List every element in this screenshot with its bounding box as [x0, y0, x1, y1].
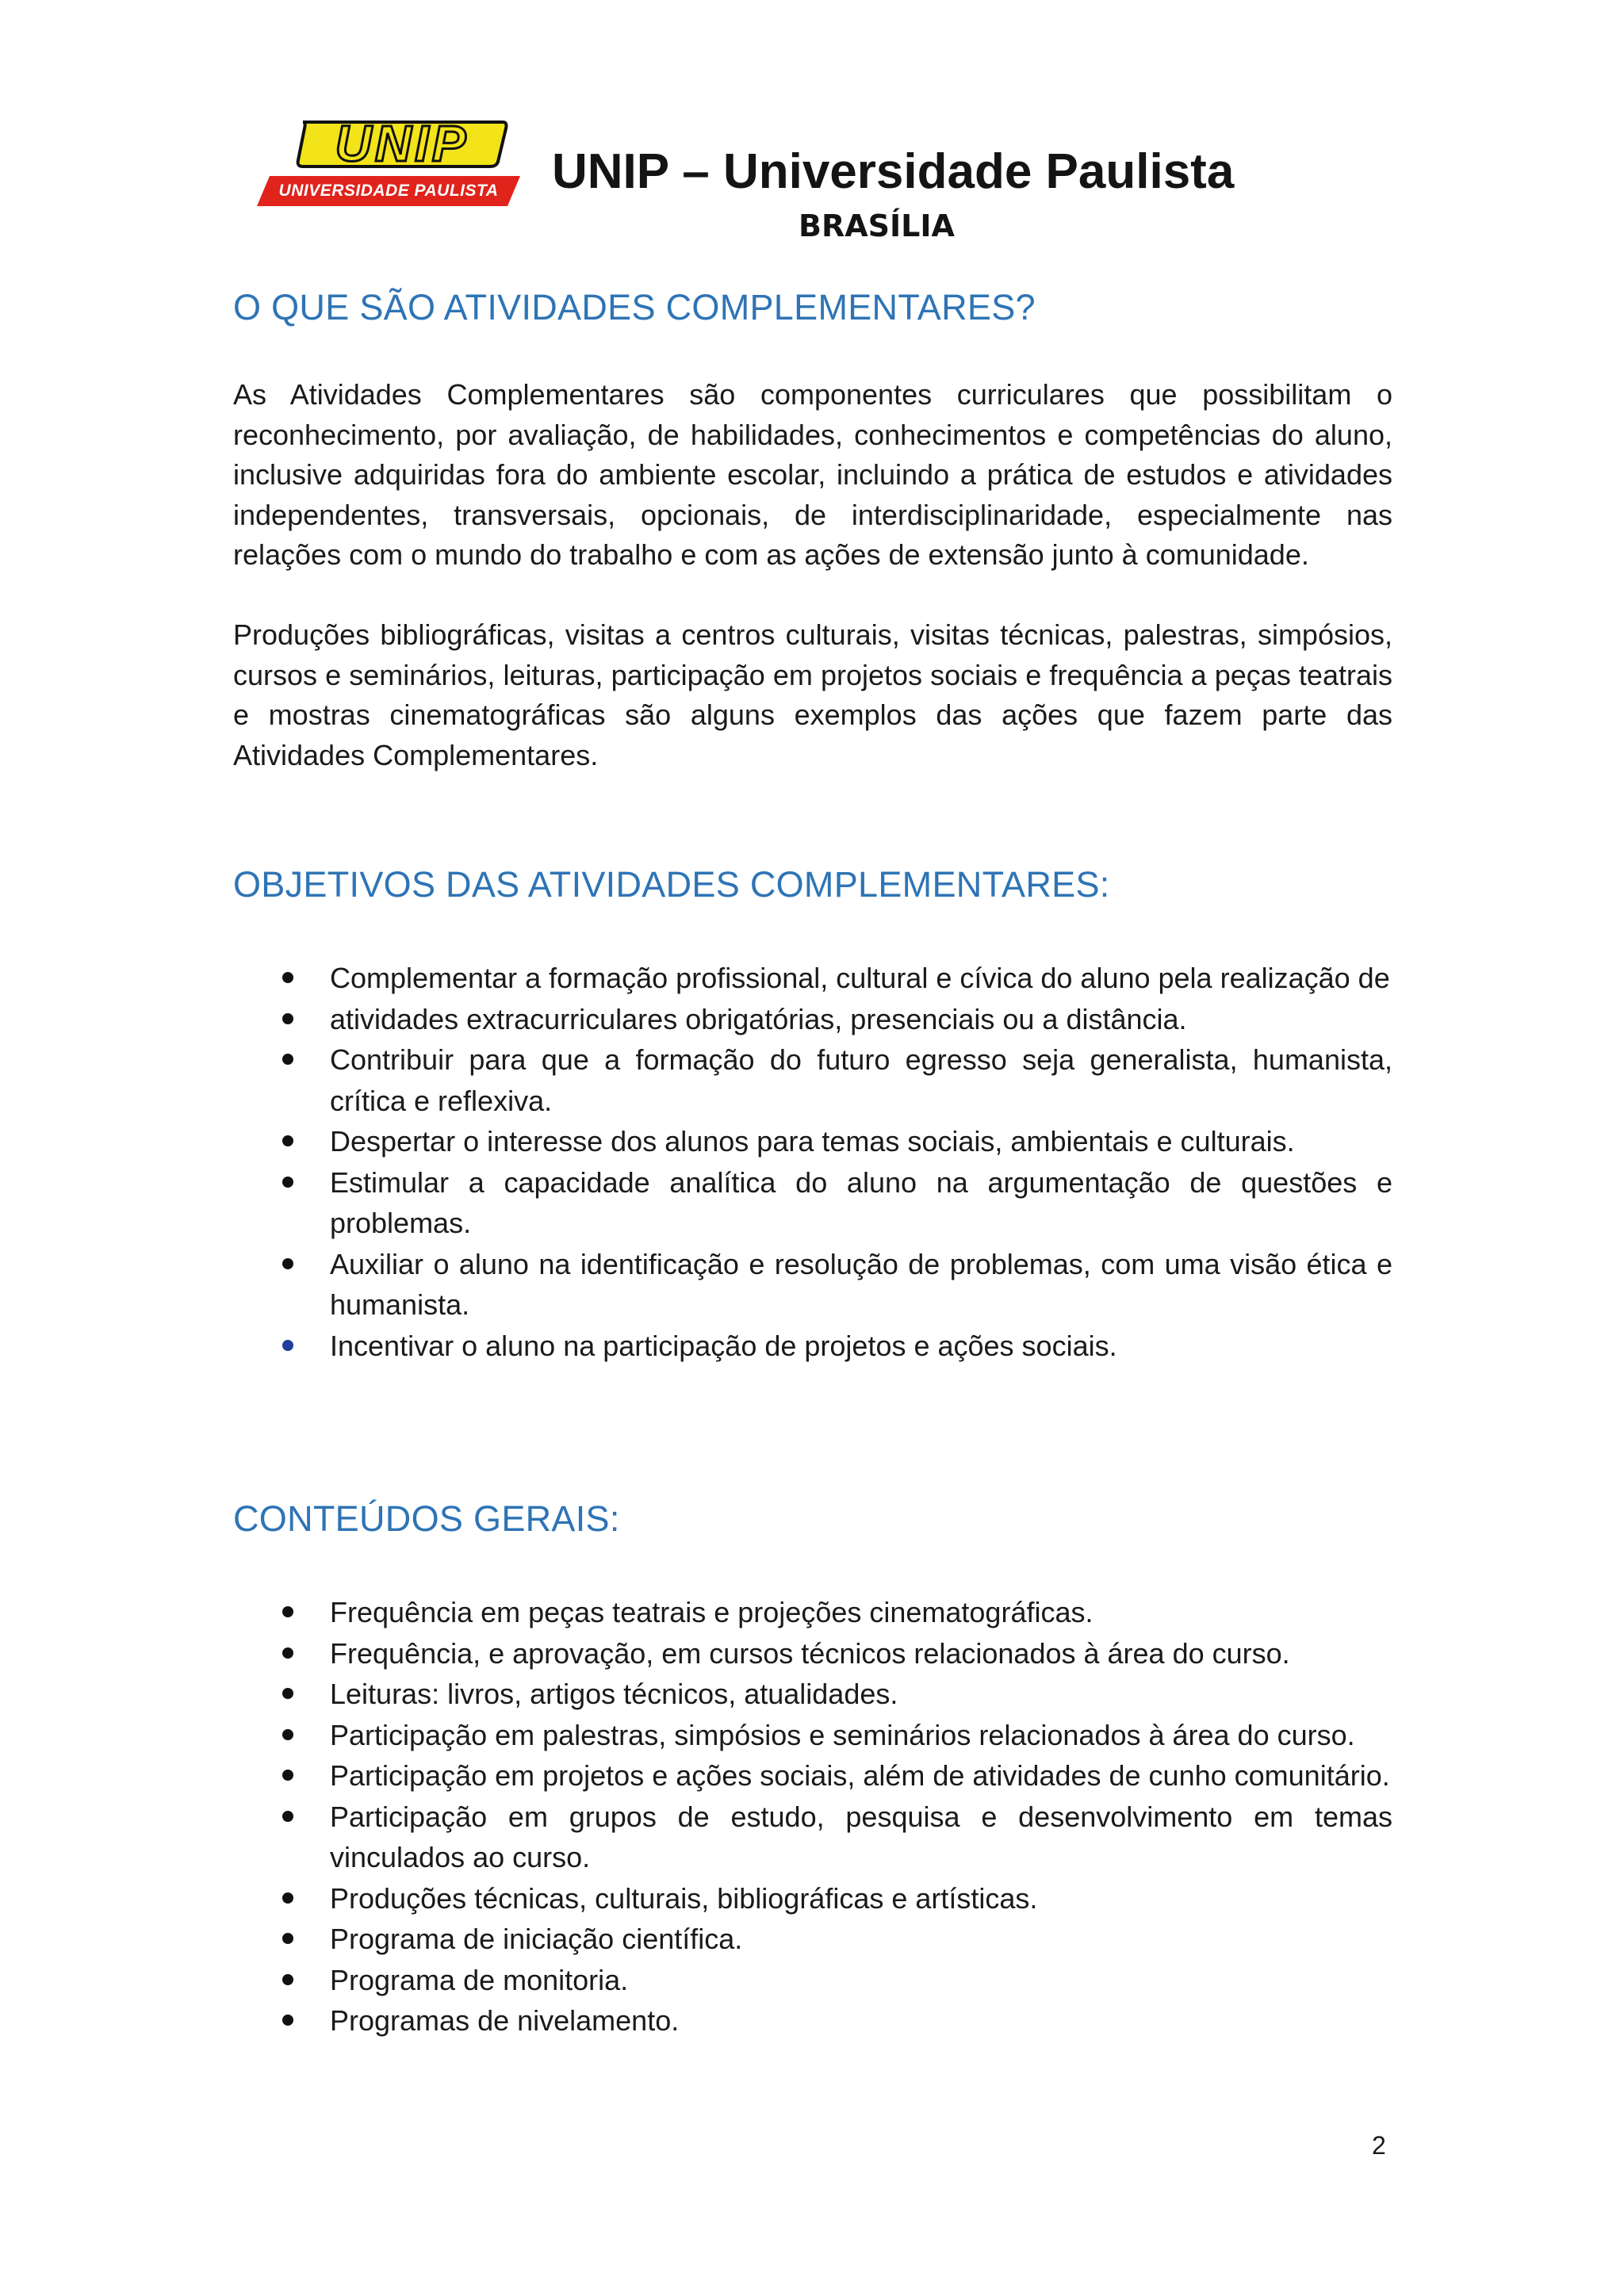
- page-header: [257, 109, 1383, 252]
- list-item-text: Auxiliar o aluno na identificação e resolução de problemas, com uma visão ética e humanista.: [330, 1247, 1392, 1321]
- bullet-icon: [282, 1647, 293, 1659]
- bullet-icon: [282, 1258, 293, 1269]
- list-item-text: Programa de iniciação científica.: [330, 1923, 743, 1955]
- list-item-text: Participação em grupos de estudo, pesquisa e desenvolvimento em temas vinculados ao curso.: [330, 1800, 1392, 1873]
- logo-wordmark: UNIP: [335, 115, 469, 172]
- list-item-text: atividades extracurriculares obrigatórias, presenciais ou a distância.: [330, 1002, 1187, 1035]
- header-title: UNIP – Universidade Paulista: [552, 144, 1235, 199]
- list-item: [233, 1121, 1392, 1162]
- list-item: [233, 1715, 1392, 1756]
- bullet-icon: [282, 1933, 293, 1944]
- bullet-icon: [282, 1688, 293, 1699]
- list-item-text: Complementar a formação profissional, cultural e cívica do aluno pela realização de: [330, 962, 1390, 994]
- list-item-text: Participação em projetos e ações sociais, além de atividades de cunho comunitário.: [330, 1759, 1390, 1792]
- list-item: [233, 1919, 1392, 1960]
- list-item: [233, 1039, 1392, 1121]
- list-item-text: Estimular a capacidade analítica do aluno na argumentação de questões e problemas.: [330, 1165, 1392, 1239]
- bullet-icon: [282, 1135, 293, 1146]
- list-item-text: Despertar o interesse dos alunos para temas sociais, ambientais e culturais.: [330, 1125, 1295, 1158]
- unip-logo: [257, 117, 520, 206]
- list-item: [233, 958, 1392, 999]
- list-item: [233, 1162, 1392, 1244]
- list-item-text: Contribuir para que a formação do futuro egresso seja generalista, humanista, crítica e reflexiva.: [330, 1043, 1392, 1117]
- bullet-icon: [282, 1606, 293, 1617]
- list-item-text: Incentivar o aluno na participação de projetos e ações sociais.: [330, 1329, 1117, 1362]
- intro-paragraph: As Atividades Complementares são componentes curriculares que possibilitam o reconhecimento, por avaliação, de habilidades, conhecimentos e competências do aluno, inclusive adquiridas fora do ambiente escolar, incluindo a prática de estudos e atividades independentes, transversais, opcionais, de interdisciplinaridade, especialmente nas relações com o mundo do trabalho e com as ações de extensão junto à comunidade.: [233, 378, 1392, 571]
- contents-list: [233, 1592, 1392, 2042]
- list-item-text: Participação em palestras, simpósios e seminários relacionados à área do curso.: [330, 1718, 1355, 1751]
- bullet-icon: [282, 1974, 293, 1985]
- bullet-icon: [282, 2015, 293, 2026]
- list-item: [233, 1755, 1392, 1797]
- bullet-icon: [282, 1177, 293, 1188]
- bullet-icon: [282, 972, 293, 983]
- list-item: [233, 1326, 1392, 1367]
- list-item: [233, 1244, 1392, 1326]
- list-item-text: Frequência, e aprovação, em cursos técnicos relacionados à área do curso.: [330, 1636, 1290, 1670]
- header-subtitle: BRASÍLIA: [799, 209, 955, 243]
- list-item: [233, 999, 1392, 1040]
- list-item: [233, 1878, 1392, 1919]
- list-item-text: Frequência em peças teatrais e projeções cinematográficas.: [330, 1596, 1094, 1628]
- bullet-icon: [282, 1054, 293, 1065]
- section-heading-objetivos: OBJETIVOS DAS ATIVIDADES COMPLEMENTARES:: [233, 864, 1110, 905]
- list-item: [233, 1797, 1392, 1878]
- bullet-icon: [282, 1729, 293, 1740]
- list-item-text: Produções técnicas, culturais, bibliográficas e artísticas.: [330, 1881, 1038, 1915]
- list-item: [233, 1960, 1392, 2001]
- bullet-icon: [282, 1340, 293, 1351]
- list-item-text: Programa de monitoria.: [330, 1963, 629, 1996]
- examples-paragraph: Produções bibliográficas, visitas a centros culturais, visitas técnicas, palestras, simpósios, cursos e seminários, leituras, participação em projetos sociais e frequência a peças teatrais e mostras cinematográficas são alguns exemplos das ações que fazem parte das Atividades Complementares.: [233, 618, 1392, 771]
- list-item: [233, 1592, 1392, 1633]
- list-item-text: Programas de nivelamento.: [330, 2004, 680, 2037]
- bullet-icon: [282, 1892, 293, 1904]
- list-item: [233, 1674, 1392, 1715]
- bullet-icon: [282, 1013, 293, 1024]
- section-heading-conteudos: CONTEÚDOS GERAIS:: [233, 1498, 620, 1539]
- bullet-icon: [282, 1770, 293, 1781]
- bullet-icon: [282, 1811, 293, 1822]
- page-number: 2: [1372, 2131, 1386, 2160]
- objectives-list: [233, 958, 1392, 1366]
- list-item: [233, 2000, 1392, 2042]
- logo-banner-text: UNIVERSIDADE PAULISTA: [278, 182, 499, 200]
- section-heading-o-que-sao: O QUE SÃO ATIVIDADES COMPLEMENTARES?: [233, 287, 1036, 327]
- list-item: [233, 1633, 1392, 1674]
- list-item-text: Leituras: livros, artigos técnicos, atualidades.: [330, 1678, 898, 1710]
